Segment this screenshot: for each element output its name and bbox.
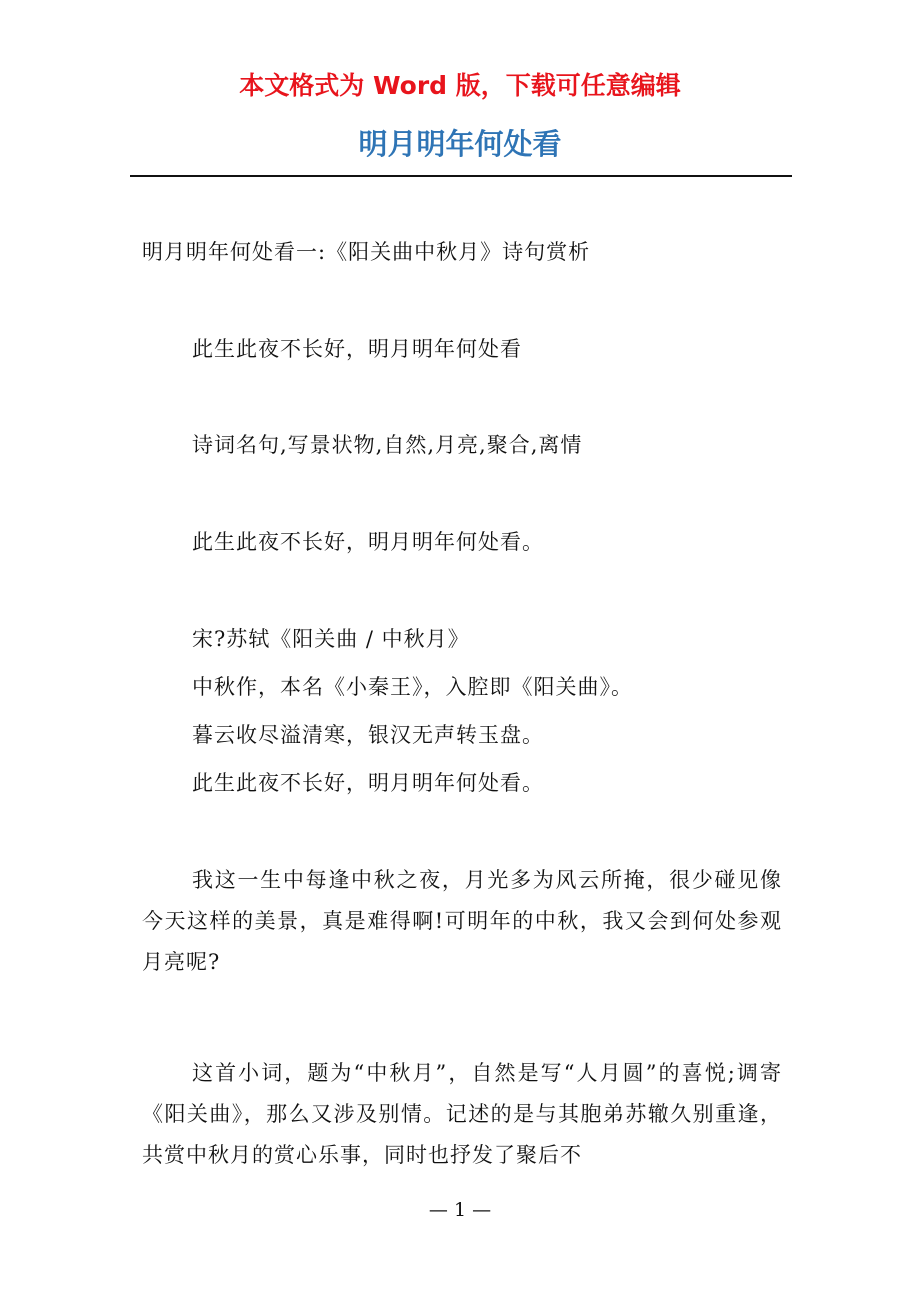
poem-source-line: 宋?苏轼《阳关曲 / 中秋月》 (192, 627, 470, 651)
document-title: 明月明年何处看 (358, 127, 562, 161)
poem-verse-line-1: 暮云收尽溢清寒，银汉无声转玉盘。 (192, 723, 544, 747)
section-heading: 明月明年何处看一:《阳关曲中秋月》诗句赏析 (142, 240, 591, 264)
translation-paragraph: 我这一生中每逢中秋之夜，月光多为风云所掩，很少碰见像今天这样的美景，真是难得啊!可明年的中秋，我又会到何处参观月亮呢? (142, 868, 782, 974)
quote-line-2: 此生此夜不长好，明月明年何处看。 (192, 530, 544, 554)
editable-format-banner: 本文格式为 Word 版，下载可任意编辑 (239, 71, 681, 100)
analysis-paragraph: 这首小词，题为“中秋月”，自然是写“人月圆”的喜悦;调寄《阳关曲》，那么又涉及别情。记述的是与其胞弟苏辙久别重逢，共赏中秋月的赏心乐事，同时也抒发了聚后不 (142, 1061, 782, 1167)
poem-verse-line-2: 此生此夜不长好，明月明年何处看。 (192, 771, 544, 795)
keywords-line: 诗词名句,写景状物,自然,月亮,聚合,离情 (192, 433, 583, 457)
title-divider (130, 175, 792, 177)
quote-line: 此生此夜不长好，明月明年何处看 (192, 337, 522, 361)
poem-note-line: 中秋作，本名《小秦王》，入腔即《阳关曲》。 (192, 675, 633, 699)
page-number: — 1 — (428, 1199, 492, 1221)
